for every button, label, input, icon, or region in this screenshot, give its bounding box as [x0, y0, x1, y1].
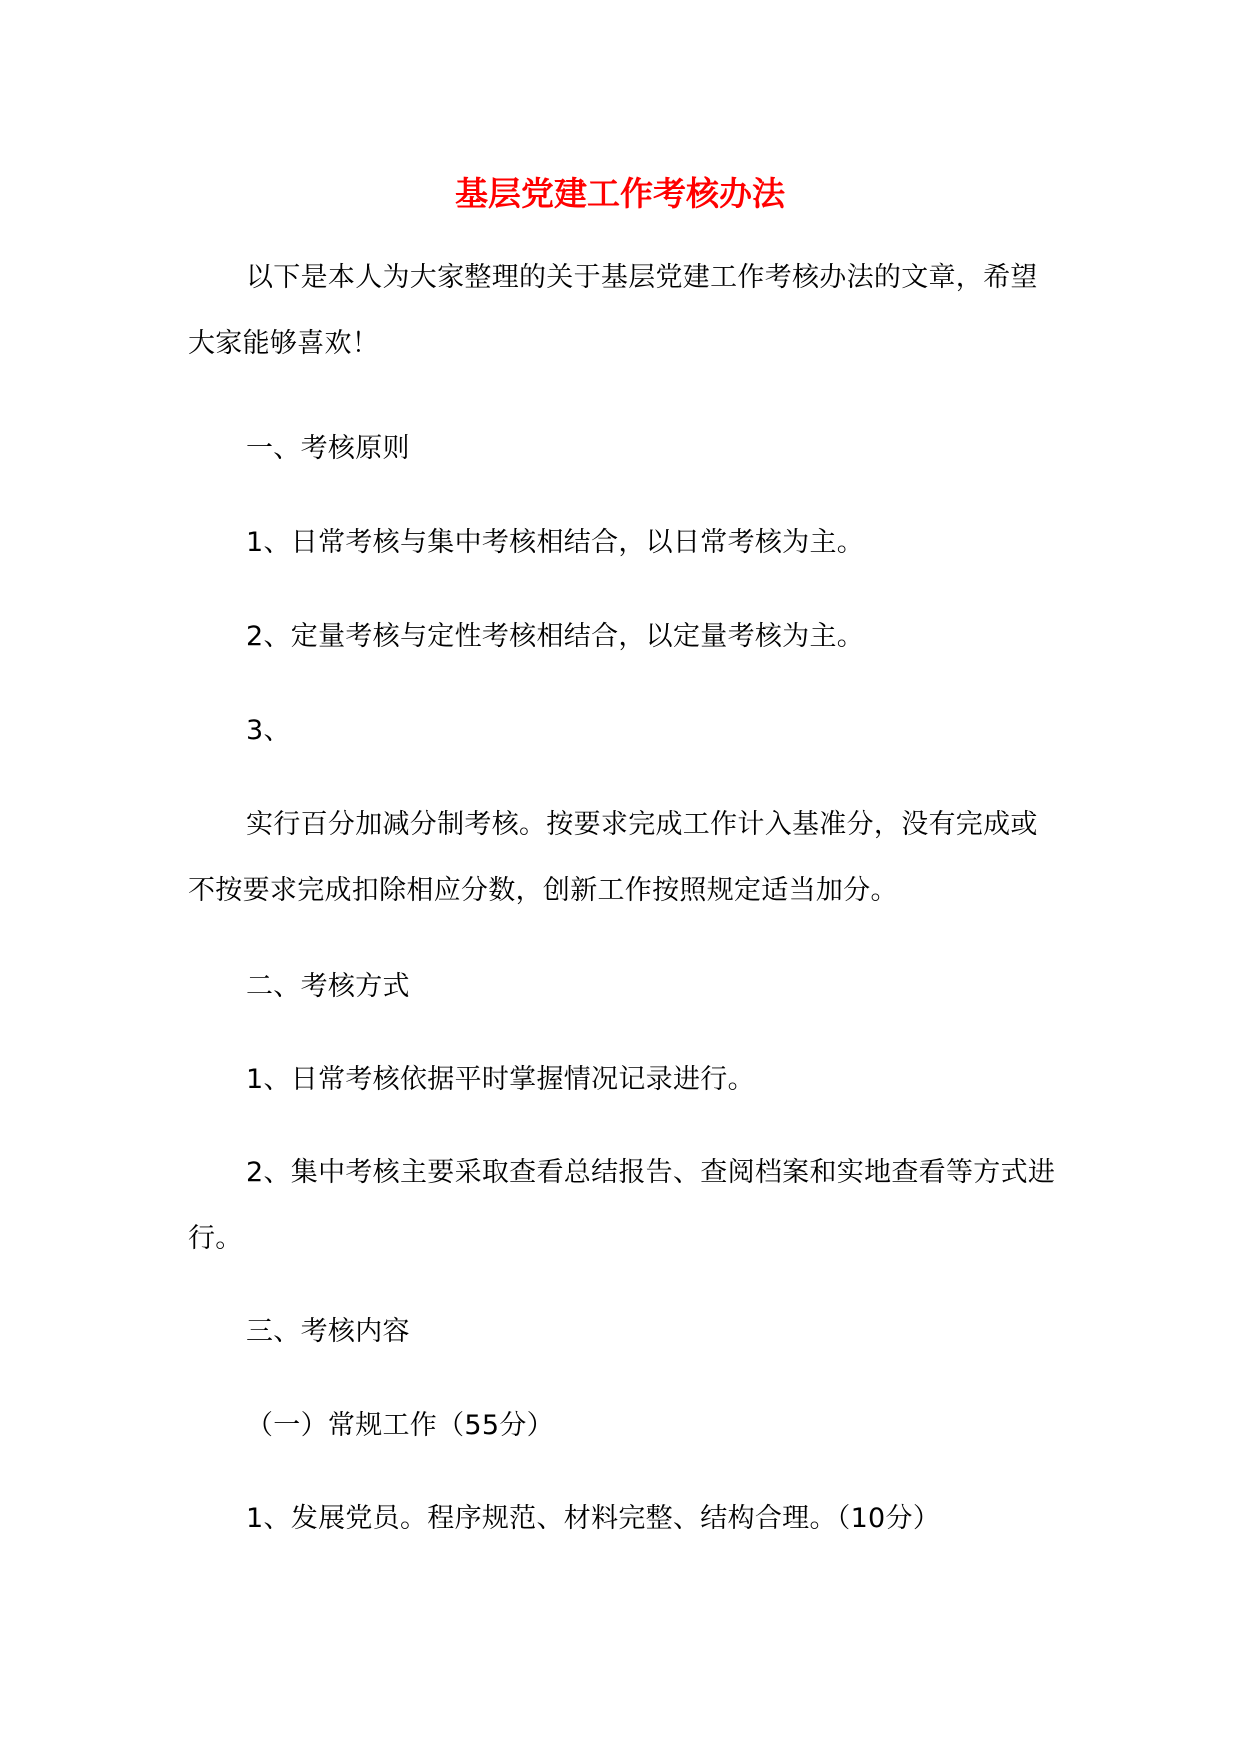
- section-heading-content: 三、考核内容: [246, 1316, 410, 1347]
- intro-paragraph: 以下是本人为大家整理的关于基层党建工作考核办法的文章，希望大家能够喜欢！: [188, 262, 1038, 359]
- section-heading-principles: 一、考核原则: [246, 433, 410, 464]
- subsection-heading-routine: （一）常规工作（55分）: [246, 1410, 554, 1441]
- method-item-1: 1、日常考核依据平时掌握情况记录进行。: [246, 1064, 755, 1095]
- content-item-1: 1、发展党员。程序规范、材料完整、结构合理。（10分）: [246, 1503, 941, 1534]
- document-title: 基层党建工作考核办法: [455, 174, 785, 213]
- scoring-paragraph: 实行百分加减分制考核。按要求完成工作计入基准分，没有完成或不按要求完成扣除相应分数，创新工作按照规定适当加分。: [188, 809, 1038, 906]
- principle-item-1: 1、日常考核与集中考核相结合，以日常考核为主。: [246, 527, 865, 558]
- method-item-2: 2、集中考核主要采取查看总结报告、查阅档案和实地查看等方式进行。: [188, 1157, 1056, 1254]
- principle-item-2: 2、定量考核与定性考核相结合，以定量考核为主。: [246, 621, 865, 652]
- section-heading-methods: 二、考核方式: [246, 971, 410, 1002]
- principle-item-3: 3、: [246, 715, 291, 746]
